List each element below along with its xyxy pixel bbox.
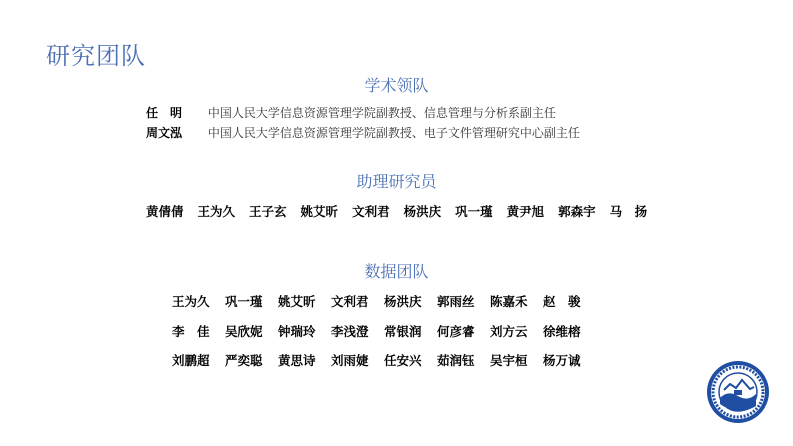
assistant-name: 黄倩倩 — [146, 204, 184, 219]
assistant-names — [146, 202, 661, 220]
data-team-name: 李 佳 — [172, 324, 210, 339]
data-team-name: 严奕聪 — [225, 353, 263, 368]
data-team-name: 巩一瑾 — [225, 294, 263, 309]
data-team-name: 杨万诚 — [543, 353, 581, 368]
assistant-name: 王为久 — [197, 204, 236, 219]
assistant-name: 郭森宇 — [558, 204, 596, 219]
assistant-name: 巩一瑾 — [455, 204, 493, 219]
data-team-row — [172, 351, 596, 369]
data-team-row — [172, 322, 596, 340]
data-team-name: 文利君 — [331, 294, 369, 309]
data-team-row — [172, 292, 596, 310]
assistant-name: 杨洪庆 — [403, 204, 442, 219]
data-team-section-title: 数据团队 — [364, 262, 429, 281]
assistant-name: 王子玄 — [249, 204, 287, 219]
data-team-name: 刘鹏超 — [172, 353, 210, 368]
data-team-name: 徐维榕 — [543, 324, 581, 339]
data-team-name: 刘雨婕 — [331, 353, 369, 368]
lead-member — [146, 104, 556, 121]
data-team-name: 茹润钰 — [437, 353, 475, 368]
data-team-name: 赵 骏 — [543, 294, 581, 309]
data-team-name: 杨洪庆 — [384, 294, 422, 309]
data-team-name: 任安兴 — [384, 353, 422, 368]
lead-member-name: 任 明 — [146, 106, 183, 120]
assistant-name: 黄尹旭 — [506, 204, 545, 219]
page-title: 研究团队 — [46, 42, 146, 70]
assistant-name: 姚艾昕 — [300, 204, 339, 219]
data-team-name: 李浅澄 — [331, 324, 369, 339]
data-team-name: 刘方云 — [490, 324, 528, 339]
data-team-name: 黄思诗 — [278, 353, 316, 368]
lead-section-title: 学术领队 — [364, 76, 429, 95]
assistant-name: 文利君 — [352, 204, 390, 219]
data-team-name: 何彦睿 — [437, 324, 475, 339]
data-team-name: 吴宇桓 — [490, 353, 528, 368]
lead-member — [146, 124, 580, 141]
lead-member-desc: 中国人民大学信息资源管理学院副教授、信息管理与分析系副主任 — [207, 106, 556, 120]
data-team-name: 王为久 — [172, 294, 210, 309]
data-team-name: 常银润 — [384, 324, 422, 339]
assistant-name: 马 扬 — [609, 204, 648, 219]
data-team-name: 姚艾昕 — [278, 294, 316, 309]
data-team-name: 郭雨丝 — [437, 294, 475, 309]
lead-member-name: 周文泓 — [146, 126, 183, 140]
lead-member-desc: 中国人民大学信息资源管理学院副教授、电子文件管理研究中心副主任 — [207, 126, 580, 140]
university-seal-icon — [706, 360, 770, 424]
data-team-name: 吴欣妮 — [225, 324, 263, 339]
data-team-name: 钟瑞玲 — [278, 324, 316, 339]
data-team-name: 陈嘉禾 — [490, 294, 528, 309]
assistant-section-title: 助理研究员 — [356, 172, 437, 191]
